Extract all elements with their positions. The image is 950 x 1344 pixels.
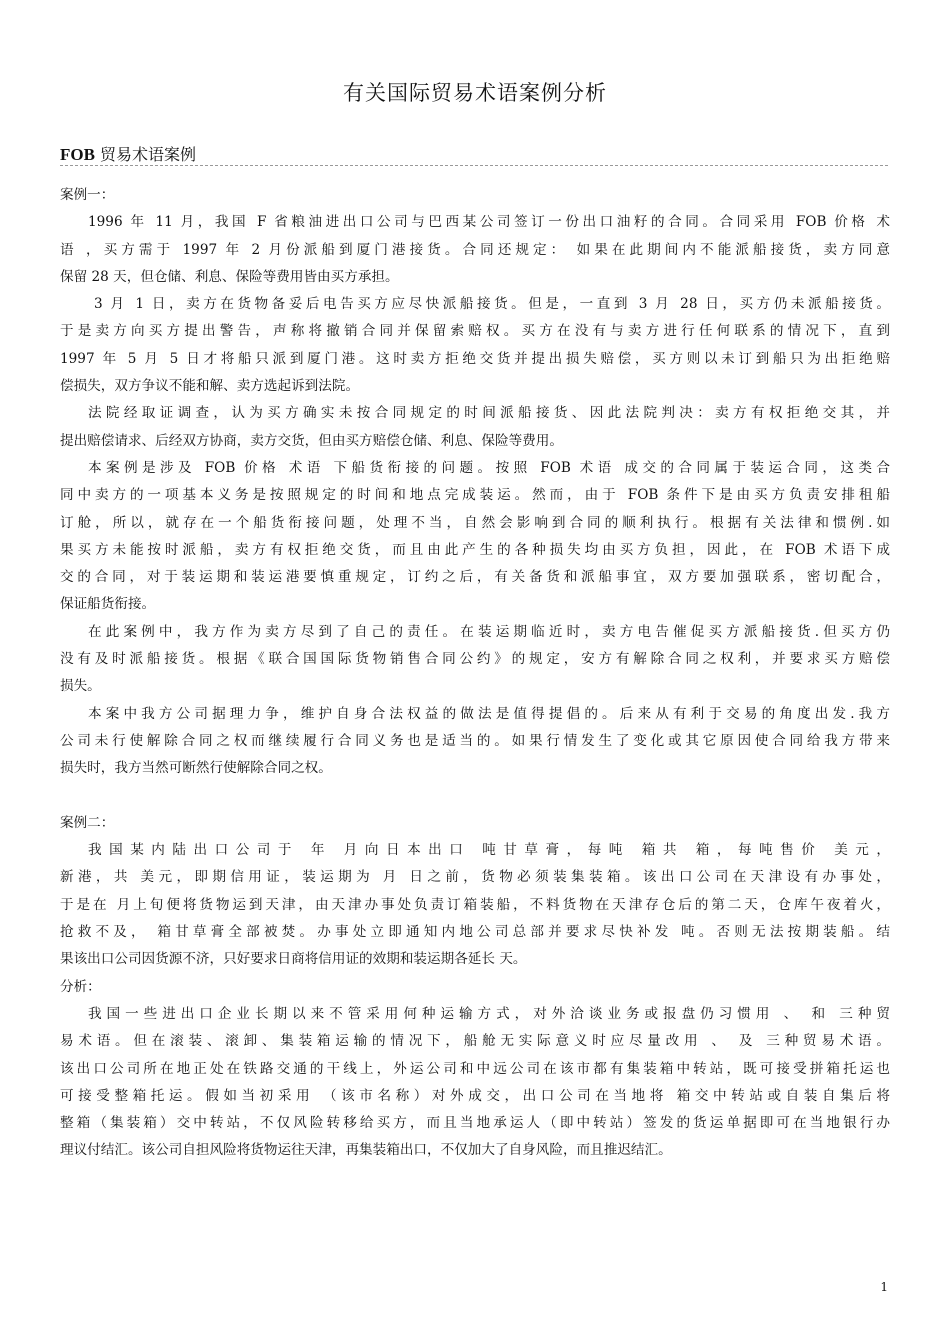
- section-heading: [60, 142, 196, 165]
- paragraph-line: 法院经取证调查，认为买方确实未按合同规定的时间派船接货、因此法院判决：卖方有权拒绝交其，并: [88, 405, 890, 422]
- paragraph-line: 3 月 1 日，卖方在货物备妥后电告买方应尽快派船接货。但是，一直到 3 月 28 日，买方仍未派船接货。: [94, 296, 890, 313]
- case-label: 案例一：: [60, 187, 115, 203]
- paragraph-line: 本案中我方公司据理力争，维护自身合法权益的做法是值得提倡的。后来从有利于交易的角度出发.我方: [88, 705, 890, 722]
- section-heading-text: 贸易术语案例: [94, 145, 197, 164]
- paragraph-line: 公司未行使解除合同之权而继续履行合同义务也是适当的。如果行情发生了变化或其它原因使合同给我方带来: [60, 732, 890, 749]
- page-number: 1: [880, 1280, 888, 1294]
- paragraph-line: 于是在 月上旬便将货物运到天津，由天津办事处负责订箱装船，不料货物在天津存仓后的第二天，仓库午夜着火，: [60, 896, 890, 913]
- paragraph-line: 同中卖方的一项基本义务是按照规定的时间和地点完成装运。然而，由于 FOB 条件下是由买方负责安排租船: [60, 487, 890, 504]
- paragraph-line: 理议付结汇。该公司自担风险将货物运往天津，再集装箱出口，不仅加大了自身风险，而且推迟结汇。: [60, 1142, 672, 1159]
- paragraph-line: 在此案例中，我方作为卖方尽到了自己的责任。在装运期临近时，卖方电告催促买方派船接货.但买方仍: [88, 623, 890, 640]
- paragraph-line: 语 ，买方需于 1997 年 2 月份派船到厦门港接货。合同还规定： 如果在此期间内不能派船接货，卖方同意: [60, 241, 890, 258]
- paragraph-line: 抢救不及， 箱甘草膏全部被焚。办事处立即通知内地公司总部并要求尽快补发 吨。否则无法按期装船。结: [60, 924, 890, 941]
- paragraph-line: 我国某内陆出口公司于 年 月向日本出口 吨甘草膏，每吨 箱共 箱，每吨售价 美元，: [88, 842, 890, 859]
- paragraph-line: 1997 年 5 月 5 日才将船只派到厦门港。这时卖方拒绝交货并提出损失赔偿，买方则以未订到船只为出拒绝赔: [60, 350, 890, 367]
- paragraph-line: 果该出口公司因货源不济，只好要求日商将信用证的效期和装运期各延长 天。: [60, 951, 527, 968]
- section-divider: [60, 165, 888, 166]
- paragraph-line: 偿损失，双方争议不能和解、卖方选起诉到法院。: [60, 378, 360, 395]
- paragraph-line: 果买方未能按时派船，卖方有权拒绝交货，而且由此产生的各种损失均由买方负担，因此，在 FOB 术语下成: [60, 541, 890, 558]
- paragraph-line: 提出赔偿请求、后经双方协商，卖方交货，但由买方赔偿仓储、利息、保险等费用。: [60, 432, 563, 449]
- paragraph-line: 1996 年 11 月，我国 F 省粮油进出口公司与巴西某公司签订一份出口油籽的合同。合同采用 FOB 价格 术: [88, 214, 890, 231]
- paragraph-line: 我国一些进出口企业长期以来不管采用何种运输方式，对外洽谈业务或报盘仍习惯用 、 和 三种贸: [88, 1005, 890, 1022]
- document-title: 有关国际贸易术语案例分析: [343, 81, 607, 105]
- paragraph-line: 新港，共 美元，即期信用证，装运期为 月 日之前，货物必须装集装箱。该出口公司在天津设有办事处，: [60, 869, 890, 886]
- paragraph-line: 保证船货衔接。: [60, 596, 156, 613]
- paragraph-line: 保留 28 天，但仓储、利息、保险等费用皆由买方承担。: [60, 268, 399, 285]
- case-label: 案例二：: [60, 814, 115, 831]
- paragraph-line: 整箱（集装箱）交中转站，不仅风险转移给买方，而且当地承运人（即中转站）签发的货运单据即可在当地银行办: [60, 1115, 890, 1132]
- paragraph-line: 损失。: [60, 678, 101, 695]
- analysis-label: 分析：: [60, 978, 101, 995]
- document-body: [60, 182, 890, 1165]
- paragraph-line: 于是卖方向买方提出警告，声称将撤销合同并保留索赔权。买方在没有与卖方进行任何联系的情况下，直到: [60, 323, 890, 340]
- paragraph-line: 交的合同，对于装运期和装运港要慎重规定，订约之后，有关备货和派船事宜，双方要加强联系，密切配合，: [60, 569, 890, 586]
- paragraph-line: 本案例是涉及 FOB 价格 术语 下船货衔接的问题。按照 FOB 术语 成交的合同属于装运合同，这类合: [88, 459, 890, 476]
- paragraph-line: 订舱，所以，就存在一个船货衔接问题，处理不当，自然会影响到合同的顺利执行。根据有关法律和惯例.如: [60, 514, 890, 531]
- paragraph-line: 可接受整箱托运。假如当初采用 （该市名称）对外成交，出口公司在当地将 箱交中转站或自装自集后将: [60, 1087, 890, 1104]
- paragraph-line: 易术语。但在滚装、滚卸、集装箱运输的情况下，船舱无实际意义时应尽量改用 、 及 三种贸易术语。: [60, 1033, 890, 1050]
- blank-line: [60, 783, 890, 810]
- section-heading-bold: FOB: [60, 145, 95, 164]
- paragraph-line: 该出口公司所在地正处在铁路交通的干线上，外运公司和中远公司在该市都有集装箱中转站，既可接受拼箱托运也: [60, 1060, 890, 1077]
- paragraph-line: 损失时，我方当然可断然行使解除合同之权。: [60, 760, 332, 777]
- paragraph-line: 没有及时派船接货。根据《联合国国际货物销售合同公约》的规定，安方有解除合同之权利，并要求买方赔偿: [60, 651, 890, 668]
